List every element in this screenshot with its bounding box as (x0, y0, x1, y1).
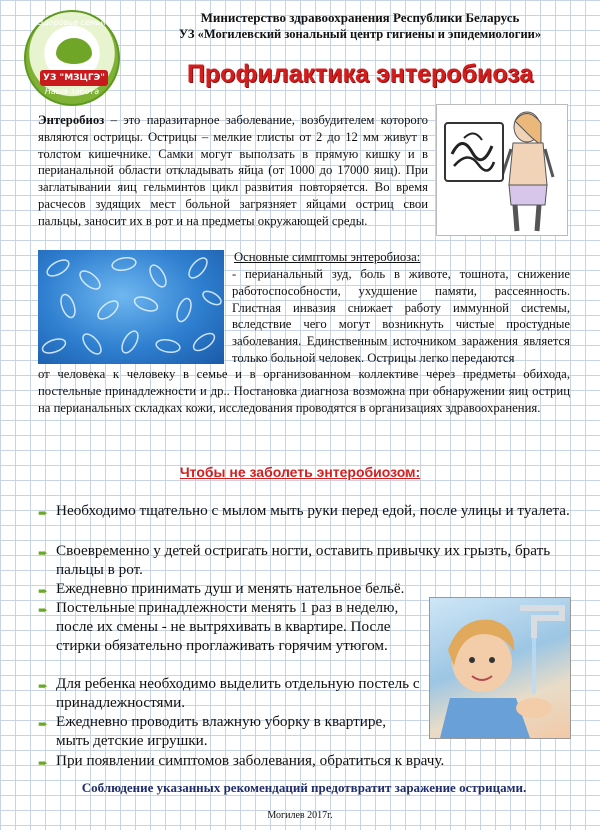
logo-text: УЗ "МЗЦГЭ" (40, 70, 108, 86)
child-washing-hands-photo (429, 597, 571, 739)
pinworm-eggs-image (38, 250, 224, 364)
symptoms-paragraph: - перианальный зуд, боль в животе, тошнота, снижение работоспособности, ухудшение памяти, рассеянность. Глистная инвазия снижает работу иммунной системы, вследствие чего могут возникнуть чистые простудные заболевания. Единственным источником заражения является только больной человек. Острицы легко передаются (232, 267, 570, 365)
footer-city: Могилев 2017г. (267, 810, 333, 821)
intro-paragraph (38, 112, 428, 230)
prevention-tip (38, 751, 570, 770)
org-line2: УЗ «Могилевский зональный центр гигиены и эпидемиологии» (178, 27, 542, 41)
symptoms-heading: Основные симптомы энтеробиоза: (234, 250, 421, 264)
prevention-tip-text: Для ребенка необходимо выделить отдельную постель с принадлежностями. (56, 675, 420, 711)
footer-note: Соблюдение указанных рекомендаций предотвратит заражение острицами. (81, 780, 527, 795)
prevention-tip-text: Необходимо тщательно с мылом мыть руки перед едой, после улицы и туалета. (56, 502, 570, 519)
prevention-tip-text: Ежедневно принимать душ и менять нательное бельё. (56, 580, 405, 597)
logo (24, 10, 120, 106)
intro-term: Энтеробиоз (38, 113, 105, 127)
green-arrow-icon: ➨ (38, 546, 49, 560)
prevention-tip-text: Постельные принадлежности менять 1 раз в неделю, после их смены - не вытряхивать в квартире. После стирки обязательно проглаживать горячим утюгом. (56, 599, 399, 654)
page-title: Профилактика энтеробиоза (186, 60, 534, 88)
prevention-tip (38, 501, 570, 520)
prevention-tip (38, 712, 420, 750)
green-arrow-icon: ➨ (38, 603, 49, 617)
logo-ring-top: Здоровье семьи (38, 18, 106, 27)
green-arrow-icon: ➨ (38, 506, 49, 520)
transmission-paragraph: от человека к человеку в семье и в организованном коллективе через предметы обихода, постельные принадлежности и др.. Постановка диагноза возможна при обнаружении яиц остриц на перианальных складках кожи, исследования проводятся в организациях здравоохранения. (38, 367, 570, 415)
green-arrow-icon: ➨ (38, 717, 49, 731)
org-line1: Министерство здравоохранения Республики Беларусь (200, 10, 520, 25)
prevention-heading: Чтобы не заболеть энтеробиозом: (179, 464, 421, 480)
logo-ring-bottom: Наша забота (44, 87, 100, 96)
leaf-icon (56, 38, 92, 64)
intro-text: – это паразитарное заболевание, возбудителем которого являются острицы. Острицы – мелкие глисты от 2 до 12 мм живут в толстом кишечнике. Самки могут выползать в прямую кишку и в перианальной области откладывать яйца (от 1000 до 17000 яиц). При заглатывании яиц гельминтов цикл развития повторяется. Во время расчесов зудящих мест больной загрязняет яйцами остриц свои пальцы, заносит их в рот и на предметы окружающей среды. (38, 113, 428, 228)
prevention-tip (38, 674, 420, 712)
green-arrow-icon: ➨ (38, 584, 49, 598)
prevention-tip-text: При появлении симптомов заболевания, обратиться к врачу. (56, 752, 445, 769)
green-arrow-icon: ➨ (38, 679, 49, 693)
prevention-tip (38, 598, 420, 655)
prevention-tip (38, 579, 570, 598)
prevention-tip-text: Ежедневно проводить влажную уборку в квартире, мыть детские игрушки. (56, 713, 387, 749)
worms-icon (444, 122, 504, 182)
green-arrow-icon: ➨ (38, 756, 49, 770)
prevention-tip-text: Своевременно у детей остригать ногти, оставить привычку их грызть, брать пальцы в рот. (56, 542, 551, 578)
prevention-tip (38, 541, 570, 579)
